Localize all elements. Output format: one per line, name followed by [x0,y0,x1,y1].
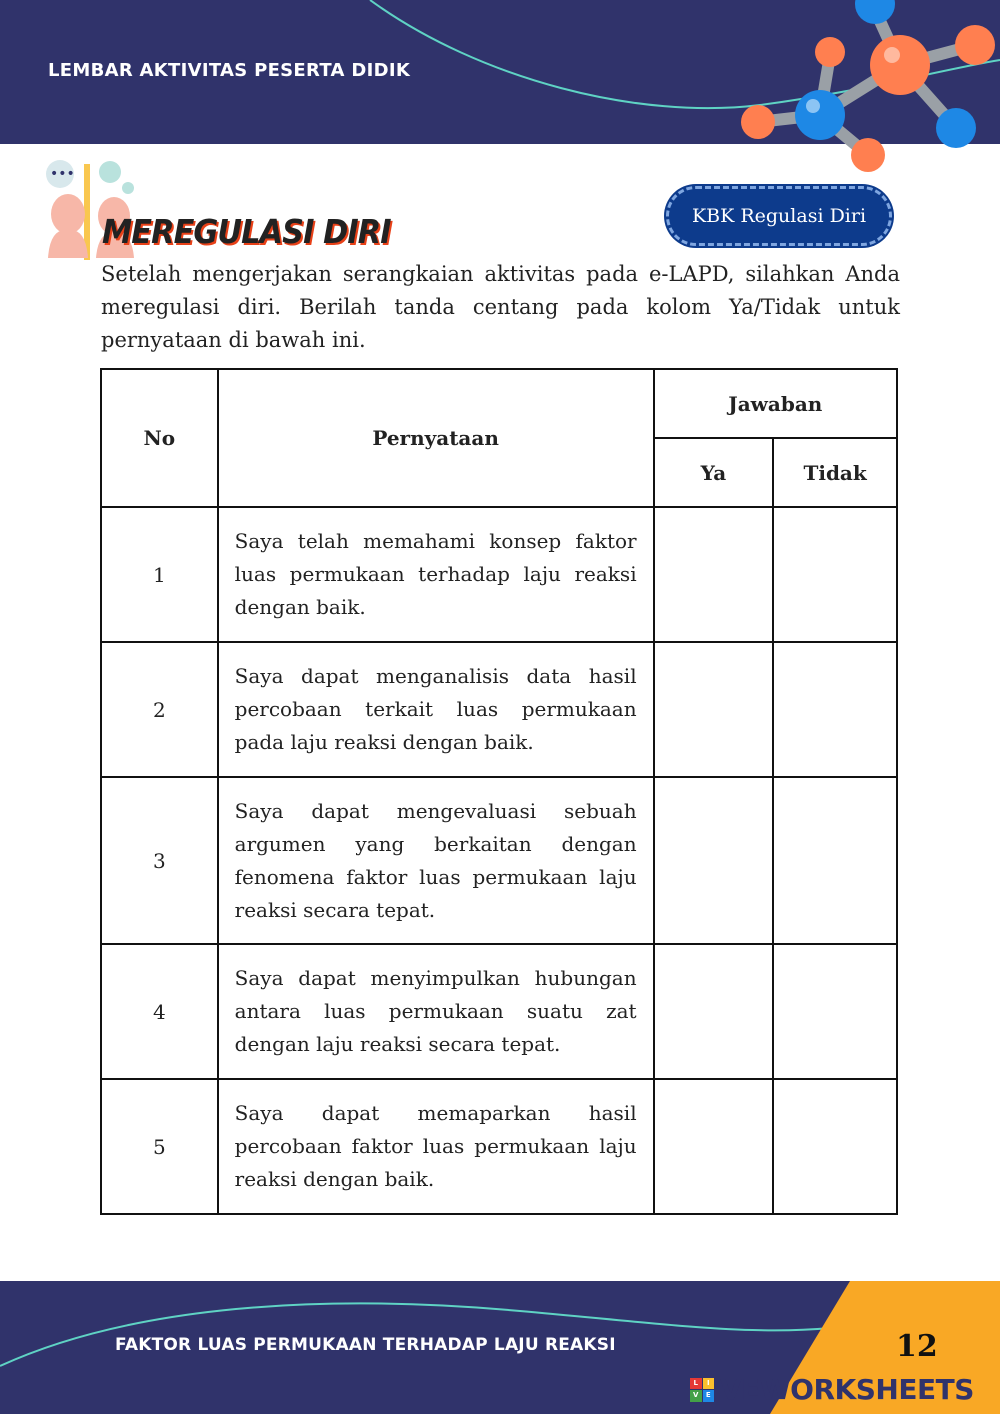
row-number: 3 [101,777,218,944]
answer-yes-cell[interactable] [654,507,774,642]
table-row [101,1079,897,1214]
watermark-text: VEWORKSHEETS [720,1373,974,1406]
answer-no-cell[interactable] [773,944,897,1079]
row-statement: Saya dapat memaparkan hasil percobaan faktor luas permukaan laju reaksi dengan baik. [218,1079,654,1214]
answer-yes-cell[interactable] [654,1079,774,1214]
answer-no-cell[interactable] [773,507,897,642]
molecule-icon [720,0,1000,185]
liveworksheets-logo: L I V E [690,1378,714,1402]
table-row [101,507,897,642]
self-regulation-table [100,368,898,1215]
row-number: 4 [101,944,218,1079]
footer-title: FAKTOR LUAS PERMUKAAN TERHADAP LAJU REAKSI [115,1335,616,1355]
page-footer [0,1281,1000,1414]
table-row [101,944,897,1079]
table-row [101,642,897,777]
header-no: No [101,369,218,507]
row-number: 1 [101,507,218,642]
header-statement: Pernyataan [218,369,654,507]
intro-paragraph: Setelah mengerjakan serangkaian aktivitas pada e-LAPD, silahkan Anda meregulasi diri. Berilah tanda centang pada kolom Ya/Tidak untuk pernyataan di bawah ini. [101,262,900,352]
header-no-answer: Tidak [773,438,897,507]
row-statement: Saya dapat menyimpulkan hubungan antara luas permukaan suatu zat dengan laju reaksi secara tepat. [218,944,654,1079]
answer-yes-cell[interactable] [654,944,774,1079]
liveworksheets-watermark [690,1373,974,1406]
header-title: LEMBAR AKTIVITAS PESERTA DIDIK [48,60,411,81]
header-yes: Ya [654,438,774,507]
row-number: 5 [101,1079,218,1214]
answer-yes-cell[interactable] [654,642,774,777]
answer-no-cell[interactable] [773,1079,897,1214]
row-statement: Saya dapat menganalisis data hasil percobaan terkait luas permukaan pada laju reaksi dengan baik. [218,642,654,777]
row-number: 2 [101,642,218,777]
section-title: MEREGULASI DIRI [102,212,391,251]
header-answer: Jawaban [654,369,897,438]
answer-yes-cell[interactable] [654,777,774,944]
table-row [101,777,897,944]
page-number: 12 [896,1329,938,1364]
svg-text:•••: ••• [50,166,75,182]
row-statement: Saya dapat mengevaluasi sebuah argumen yang berkaitan dengan fenomena faktor luas permukaan laju reaksi secara tepat. [218,777,654,944]
answer-no-cell[interactable] [773,777,897,944]
row-statement: Saya telah memahami konsep faktor luas permukaan terhadap laju reaksi dengan baik. [218,507,654,642]
answer-no-cell[interactable] [773,642,897,777]
kbk-badge: KBK Regulasi Diri [666,186,892,246]
table-header-row [101,369,897,438]
